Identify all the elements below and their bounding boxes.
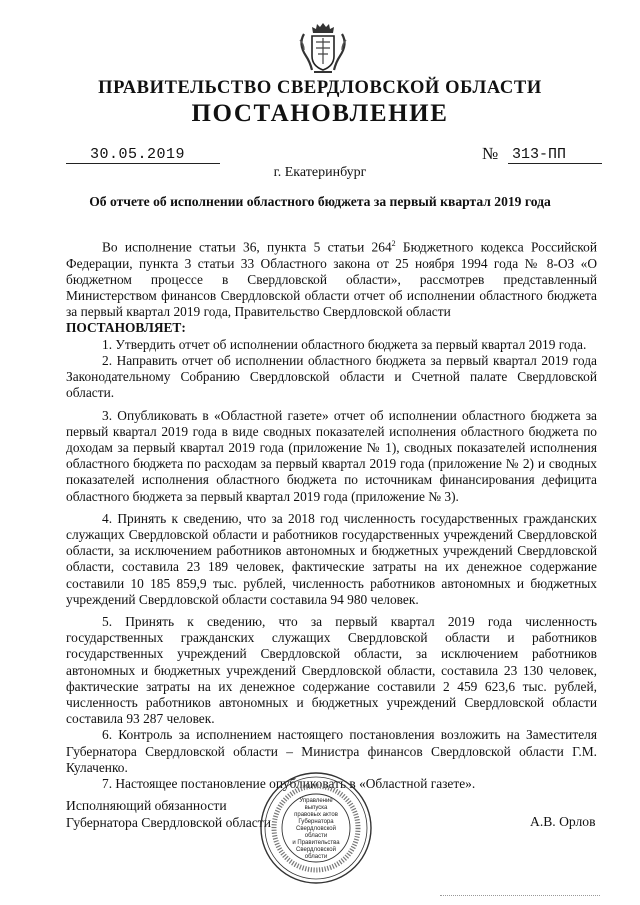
- list-item: 4. Принять к сведению, что за 2018 год численность государственных гражданских служащих Свердловской области и работников государственных учреждений Свердловской области, за исключением работников автономных и бюджетных учреждений Свердловской области, составила 23 189 человек, фактические затраты на их денежное содержание составили 10 185 859,9 тыс. рублей, численность работников автономных и бюджетных учреждений Свердловской области составила 94 980 человек.: [66, 510, 597, 607]
- preamble-text-start: Во исполнение статьи 36, пункта 5 статьи 264: [102, 239, 392, 255]
- preamble-superscript: 2: [391, 239, 396, 248]
- list-item: 5. Принять к сведению, что за первый квартал 2019 года численность государственных гражданских служащих Свердловской области и работников государственных учреждений Свердловской области, за исключением работников автономных и бюджетных учреждений Свердловской области, составила 23 130 человек, фактические затраты на их денежное содержание составили 2 459 623,6 тыс. рублей, численность работников автономных и бюджетных учреждений Свердловской области составила 93 287 человек.: [66, 613, 597, 727]
- city-line: г. Екатеринбург: [273, 165, 367, 180]
- stamp-line: выпуска: [304, 805, 328, 811]
- footer-line: [440, 895, 600, 898]
- list-item: 6. Контроль за исполнением настоящего постановления возложить на Заместителя Губернатора Свердловской области – Министра финансов Свердловской области Г.М. Кулаченко.: [66, 727, 597, 775]
- preamble-paragraph: [66, 236, 597, 320]
- list-item: 7. Настоящее постановление опубликовать в «Областной газете».: [102, 775, 476, 791]
- stamp-line: Свердловской области: [296, 826, 336, 839]
- government-title: ПРАВИТЕЛЬСТВО СВЕРДЛОВСКОЙ ОБЛАСТИ: [98, 78, 542, 98]
- signer-name: А.В. Орлов: [530, 814, 596, 829]
- stamp-line: правовых актов: [294, 812, 338, 818]
- document-body: [66, 236, 597, 792]
- decree-word: ПОСТАНОВЛЯЕТ:: [66, 320, 186, 336]
- number-field: [508, 147, 602, 164]
- coat-of-arms-icon: [296, 20, 350, 78]
- signer-position-line2: Губернатора Свердловской области: [66, 815, 272, 830]
- number-sign: №: [482, 144, 499, 163]
- stamp-line: Губернатора: [298, 819, 334, 825]
- document-type-title: ПОСТАНОВЛЕНИЕ: [191, 100, 449, 127]
- stamp-line: Управление: [299, 798, 333, 804]
- stamp-text: [286, 798, 346, 861]
- stamp-line: и Правительства: [292, 840, 340, 846]
- list-item: 2. Направить отчет об исполнении областного бюджета за первый квартал 2019 года Законодательному Собранию Свердловской области и Счетной палате Свердловской области.: [66, 352, 597, 401]
- stamp-line: Свердловской: [296, 847, 336, 853]
- list-item: 3. Опубликовать в «Областной газете» отчет об исполнении областного бюджета за первый квартал 2019 года в виде сводных показателей исполнения областного бюджета по доходам за первый квартал 2019 года (приложение № 1), сводных показателей исполнения областного бюджета по расходам за первый квартал 2019 года (приложение № 2) и сводных показателей исполнения областного бюджета по источникам финансирования дефицита областного бюджета за первый квартал 2019 года (приложение № 3).: [66, 407, 597, 504]
- signature-block: [66, 797, 271, 831]
- signer-position-line1: Исполняющий обязанности: [66, 798, 227, 813]
- official-stamp: [258, 770, 374, 886]
- document-date: 30.05.2019: [90, 146, 186, 163]
- list-item: 1. Утвердить отчет об исполнении областного бюджета за первый квартал 2019 года.: [102, 336, 587, 352]
- preamble-text-end: Бюджетного кодекса Российской Федерации, пункта 3 статьи 33 Областного закона от 25 ноября 1994 года № 8-ОЗ «О бюджетном процессе в Свердловской области», рассмотрев представленный Министерством финансов Свердловской области отчет об исполнении областного бюджета за первый квартал 2019 года, Правительство Свердловской области: [66, 239, 597, 320]
- stamp-line: области: [304, 854, 328, 860]
- date-field: [66, 147, 220, 164]
- document-subject: Об отчете об исполнении областного бюджета за первый квартал 2019 года: [89, 194, 551, 209]
- document-number: 313-ПП: [512, 146, 567, 163]
